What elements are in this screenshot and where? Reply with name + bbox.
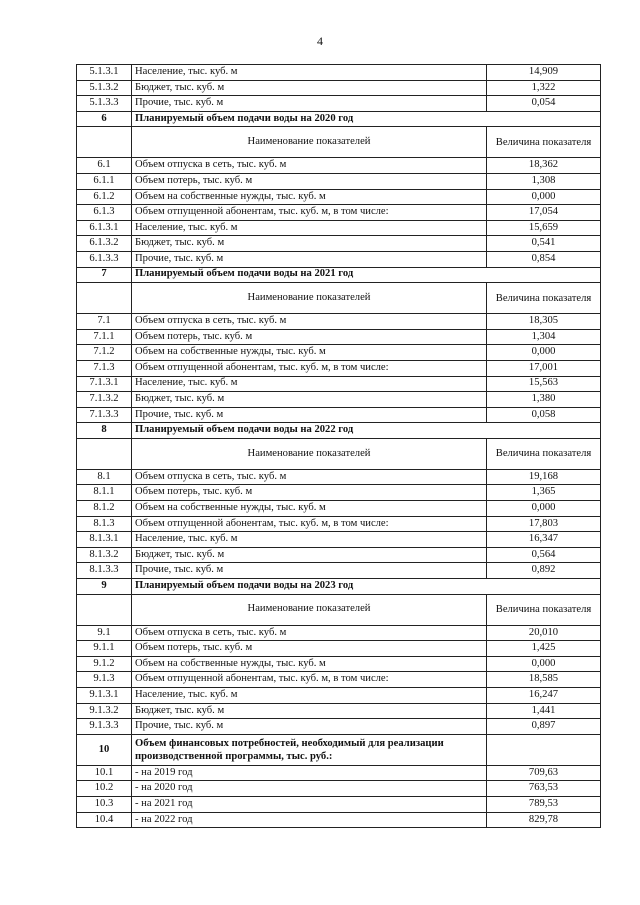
table-row (77, 173, 601, 189)
row-value: 14,909 (487, 65, 601, 81)
table-row (77, 96, 601, 112)
empty-cell (77, 283, 132, 314)
table-row (77, 345, 601, 361)
row-code: 8.1.3.2 (77, 547, 132, 563)
table-row (77, 376, 601, 392)
row-value: 0,854 (487, 251, 601, 267)
section-number: 7 (77, 267, 132, 283)
row-value: 18,585 (487, 672, 601, 688)
row-indicator-name: Объем потерь, тыс. куб. м (132, 173, 487, 189)
section-number: 9 (77, 579, 132, 595)
row-code: 6.1.3 (77, 205, 132, 221)
row-value: 1,425 (487, 641, 601, 657)
row-code: 5.1.3.1 (77, 65, 132, 81)
row-value: 0,541 (487, 236, 601, 252)
row-indicator-name: Бюджет, тыс. куб. м (132, 703, 487, 719)
row-value: 0,000 (487, 656, 601, 672)
table-row (77, 703, 601, 719)
row-indicator-name: Население, тыс. куб. м (132, 376, 487, 392)
row-value: 20,010 (487, 625, 601, 641)
table-row (77, 485, 601, 501)
column-header-value: Величина показателя (487, 438, 601, 469)
row-code: 7.1.3.3 (77, 407, 132, 423)
row-code: 8.1.2 (77, 501, 132, 517)
row-value: 0,897 (487, 719, 601, 735)
row-indicator-name: Прочие, тыс. куб. м (132, 719, 487, 735)
row-code: 7.1.1 (77, 329, 132, 345)
row-code: 7.1.3.1 (77, 376, 132, 392)
column-header-row (77, 594, 601, 625)
row-value: 1,304 (487, 329, 601, 345)
row-code: 9.1.3 (77, 672, 132, 688)
row-code: 9.1.1 (77, 641, 132, 657)
row-code: 6.1.2 (77, 189, 132, 205)
section-header-row (77, 734, 601, 765)
row-value: 18,305 (487, 314, 601, 330)
row-code: 6.1.3.1 (77, 220, 132, 236)
table-row (77, 532, 601, 548)
row-code: 10.1 (77, 765, 132, 781)
section-number: 6 (77, 111, 132, 127)
table-row (77, 781, 601, 797)
row-code: 7.1.2 (77, 345, 132, 361)
row-code: 9.1.3.3 (77, 719, 132, 735)
row-indicator-name: Бюджет, тыс. куб. м (132, 236, 487, 252)
row-value: 17,054 (487, 205, 601, 221)
section-header-row (77, 111, 601, 127)
row-indicator-name: Население, тыс. куб. м (132, 532, 487, 548)
row-indicator-name: Население, тыс. куб. м (132, 65, 487, 81)
table-row (77, 501, 601, 517)
empty-cell (77, 594, 132, 625)
table-row (77, 314, 601, 330)
row-indicator-name: Объем потерь, тыс. куб. м (132, 641, 487, 657)
row-indicator-name: - на 2019 год (132, 765, 487, 781)
row-value: 17,803 (487, 516, 601, 532)
row-indicator-name: Прочие, тыс. куб. м (132, 96, 487, 112)
row-value: 1,441 (487, 703, 601, 719)
row-code: 8.1.3.3 (77, 563, 132, 579)
row-indicator-name: Объем отпуска в сеть, тыс. куб. м (132, 469, 487, 485)
table-row (77, 236, 601, 252)
column-header-name: Наименование показателей (132, 283, 487, 314)
section-title: Планируемый объем подачи воды на 2023 год (132, 579, 601, 595)
empty-cell (77, 438, 132, 469)
row-indicator-name: Население, тыс. куб. м (132, 688, 487, 704)
table-row (77, 641, 601, 657)
row-code: 9.1.2 (77, 656, 132, 672)
section-title: Планируемый объем подачи воды на 2022 год (132, 423, 601, 439)
row-value: 15,659 (487, 220, 601, 236)
row-value: 16,347 (487, 532, 601, 548)
table-row (77, 80, 601, 96)
table-row (77, 158, 601, 174)
row-value: 19,168 (487, 469, 601, 485)
table-row (77, 407, 601, 423)
row-code: 8.1.3.1 (77, 532, 132, 548)
page-number: 4 (317, 34, 323, 48)
column-header-row (77, 127, 601, 158)
table-row (77, 251, 601, 267)
row-indicator-name: Прочие, тыс. куб. м (132, 251, 487, 267)
table-row (77, 65, 601, 81)
column-header-name: Наименование показателей (132, 127, 487, 158)
row-code: 6.1.3.3 (77, 251, 132, 267)
row-indicator-name: Объем на собственные нужды, тыс. куб. м (132, 656, 487, 672)
column-header-row (77, 438, 601, 469)
table-row (77, 392, 601, 408)
row-indicator-name: Объем отпущенной абонентам, тыс. куб. м, в том числе: (132, 516, 487, 532)
table-row (77, 469, 601, 485)
table-row (77, 765, 601, 781)
row-indicator-name: Объем отпущенной абонентам, тыс. куб. м, в том числе: (132, 205, 487, 221)
section-header-row (77, 579, 601, 595)
row-value: 1,365 (487, 485, 601, 501)
table-row (77, 205, 601, 221)
table-row (77, 516, 601, 532)
row-value: 0,054 (487, 96, 601, 112)
table-row (77, 812, 601, 828)
row-indicator-name: Бюджет, тыс. куб. м (132, 80, 487, 96)
row-code: 10.2 (77, 781, 132, 797)
row-indicator-name: - на 2022 год (132, 812, 487, 828)
section-header-row (77, 423, 601, 439)
row-indicator-name: Объем отпущенной абонентам, тыс. куб. м, в том числе: (132, 672, 487, 688)
row-indicator-name: Объем на собственные нужды, тыс. куб. м (132, 189, 487, 205)
table-row (77, 672, 601, 688)
row-code: 6.1 (77, 158, 132, 174)
table-row (77, 625, 601, 641)
row-code: 6.1.1 (77, 173, 132, 189)
row-indicator-name: - на 2021 год (132, 796, 487, 812)
section-number: 10 (77, 734, 132, 765)
row-value: 789,53 (487, 796, 601, 812)
row-indicator-name: Бюджет, тыс. куб. м (132, 392, 487, 408)
section-title: Планируемый объем подачи воды на 2021 год (132, 267, 601, 283)
table-row (77, 656, 601, 672)
table-body (77, 65, 601, 828)
column-header-name: Наименование показателей (132, 438, 487, 469)
row-value: 0,000 (487, 501, 601, 517)
row-value: 1,322 (487, 80, 601, 96)
section-title: Объем финансовых потребностей, необходимый для реализации производственной программы, тыс. руб.: (132, 734, 487, 765)
row-indicator-name: Объем отпуска в сеть, тыс. куб. м (132, 625, 487, 641)
column-header-value: Величина показателя (487, 127, 601, 158)
row-code: 9.1 (77, 625, 132, 641)
row-code: 10.4 (77, 812, 132, 828)
row-value: 0,892 (487, 563, 601, 579)
row-value: 829,78 (487, 812, 601, 828)
table-row (77, 796, 601, 812)
row-indicator-name: Объем на собственные нужды, тыс. куб. м (132, 345, 487, 361)
row-code: 9.1.3.2 (77, 703, 132, 719)
row-code: 5.1.3.2 (77, 80, 132, 96)
row-value: 17,001 (487, 360, 601, 376)
table-row (77, 220, 601, 236)
row-indicator-name: Объем отпуска в сеть, тыс. куб. м (132, 314, 487, 330)
row-indicator-name: Прочие, тыс. куб. м (132, 563, 487, 579)
row-indicator-name: Объем отпущенной абонентам, тыс. куб. м, в том числе: (132, 360, 487, 376)
column-header-name: Наименование показателей (132, 594, 487, 625)
row-value: 763,53 (487, 781, 601, 797)
row-value: 1,308 (487, 173, 601, 189)
row-value: 16,247 (487, 688, 601, 704)
row-code: 8.1 (77, 469, 132, 485)
row-value: 18,362 (487, 158, 601, 174)
empty-cell (77, 127, 132, 158)
row-value: 0,000 (487, 189, 601, 205)
row-code: 7.1 (77, 314, 132, 330)
row-value: 709,63 (487, 765, 601, 781)
row-indicator-name: Объем потерь, тыс. куб. м (132, 329, 487, 345)
row-value: 1,380 (487, 392, 601, 408)
empty-cell (487, 734, 601, 765)
table-row (77, 563, 601, 579)
row-code: 9.1.3.1 (77, 688, 132, 704)
table-row (77, 547, 601, 563)
row-indicator-name: - на 2020 год (132, 781, 487, 797)
row-code: 7.1.3.2 (77, 392, 132, 408)
row-indicator-name: Объем потерь, тыс. куб. м (132, 485, 487, 501)
column-header-value: Величина показателя (487, 283, 601, 314)
row-code: 8.1.1 (77, 485, 132, 501)
section-header-row (77, 267, 601, 283)
row-code: 8.1.3 (77, 516, 132, 532)
section-number: 8 (77, 423, 132, 439)
table-row (77, 329, 601, 345)
row-indicator-name: Объем отпуска в сеть, тыс. куб. м (132, 158, 487, 174)
section-title: Планируемый объем подачи воды на 2020 год (132, 111, 601, 127)
table-row (77, 719, 601, 735)
row-value: 0,564 (487, 547, 601, 563)
column-header-value: Величина показателя (487, 594, 601, 625)
row-code: 7.1.3 (77, 360, 132, 376)
row-indicator-name: Бюджет, тыс. куб. м (132, 547, 487, 563)
table-row (77, 360, 601, 376)
row-value: 0,000 (487, 345, 601, 361)
table-row (77, 189, 601, 205)
row-code: 10.3 (77, 796, 132, 812)
table-row (77, 688, 601, 704)
indicators-table (76, 64, 601, 828)
row-value: 0,058 (487, 407, 601, 423)
row-code: 6.1.3.2 (77, 236, 132, 252)
row-indicator-name: Прочие, тыс. куб. м (132, 407, 487, 423)
row-indicator-name: Объем на собственные нужды, тыс. куб. м (132, 501, 487, 517)
row-value: 15,563 (487, 376, 601, 392)
column-header-row (77, 283, 601, 314)
row-indicator-name: Население, тыс. куб. м (132, 220, 487, 236)
row-code: 5.1.3.3 (77, 96, 132, 112)
